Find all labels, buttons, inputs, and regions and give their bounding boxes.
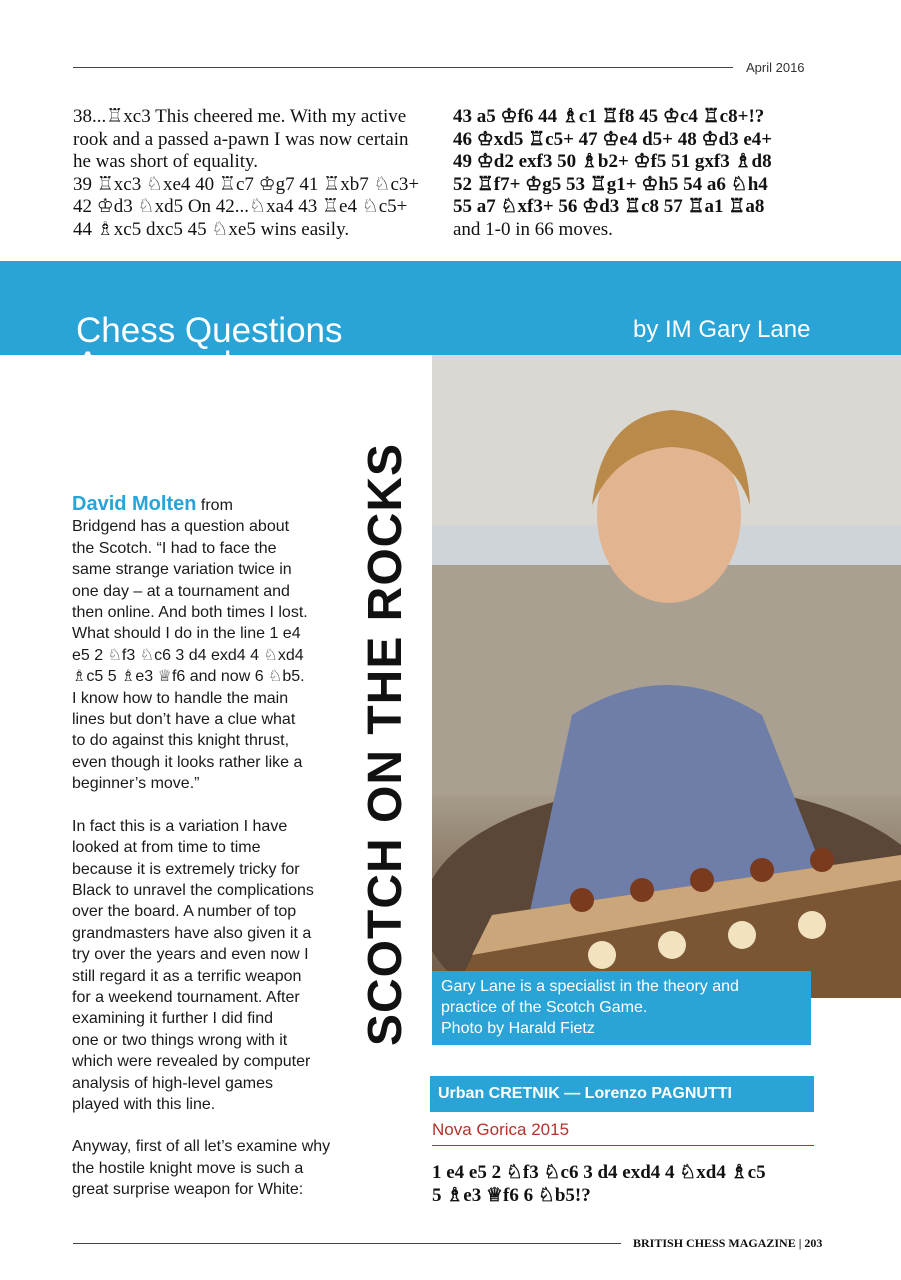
footer-rule <box>73 1243 621 1244</box>
moves-line: 1 e4 e5 2 ♘f3 ♘c6 3 d4 exd4 4 ♘xd4 ♗c5 <box>432 1162 766 1183</box>
header-rule <box>73 67 733 68</box>
text-line: the Scotch. “I had to face the <box>72 539 277 557</box>
text-line: and 1-0 in 66 moves. <box>453 218 613 240</box>
text-line: over the board. A number of top <box>72 903 297 921</box>
text-line: lines but don’t have a clue what <box>72 711 296 729</box>
text-line: examining it further I did find <box>72 1010 273 1028</box>
moves-line: 5 ♗e3 ♕f6 6 ♘b5!? <box>432 1184 591 1206</box>
issue-date: April 2016 <box>746 60 805 75</box>
section-title-line2: Answered <box>76 345 232 384</box>
author-photo <box>432 355 901 998</box>
caption-line: Photo by Harald Fietz <box>441 1020 595 1037</box>
text-line: he was short of equality. <box>73 151 259 173</box>
text-line: Anyway, first of all let’s examine why <box>72 1138 331 1156</box>
section-title-line1: Chess Questions <box>76 311 343 350</box>
text-line: grandmasters have also given it a <box>72 924 312 942</box>
game-venue: Nova Gorica 2015 <box>432 1120 570 1139</box>
text-line: played with this line. <box>72 1095 216 1113</box>
venue-divider <box>432 1145 814 1146</box>
text-line: 38...♖xc3 This cheered me. With my active <box>73 106 407 127</box>
text-line: rook and a passed a-pawn I was now certain <box>73 128 409 150</box>
caption-line: Gary Lane is a specialist in the theory and <box>441 978 739 995</box>
section-author: by IM Gary Lane <box>633 316 811 343</box>
asker-name: David Molten <box>72 493 197 515</box>
text-line: 44 ♗xc5 dxc5 45 ♘xe5 wins easily. <box>73 218 350 240</box>
text-line: 55 a7 ♘xf3+ 56 ♔d3 ♖c8 57 ♖a1 ♖a8 <box>453 196 765 218</box>
text-line: 39 ♖xc3 ♘xe4 40 ♖c7 ♔g7 41 ♖xb7 ♘c3+ <box>73 173 420 195</box>
text-line: What should I do in the line 1 e4 <box>72 625 301 643</box>
text-line: ♗c5 5 ♗e3 ♕f6 and now 6 ♘b5. <box>72 668 305 686</box>
text-line: e5 2 ♘f3 ♘c6 3 d4 exd4 4 ♘xd4 <box>72 646 304 664</box>
text-line: for a weekend tournament. After <box>72 988 300 1006</box>
text-line: still regard it as a terrific weapon <box>72 967 302 985</box>
game-moves <box>432 1162 822 1207</box>
text-line: one or two things wrong with it <box>72 1031 288 1049</box>
previous-game-text-right <box>453 106 823 242</box>
text-line: to do against this knight thrust, <box>72 732 290 750</box>
text-line: from <box>200 497 233 514</box>
text-line: beginner’s move.” <box>72 775 200 793</box>
caption-line: practice of the Scotch Game. <box>441 999 648 1016</box>
text-line: I know how to handle the main <box>72 689 289 707</box>
game-players-bar: Urban CRETNIK — Lorenzo PAGNUTTI <box>430 1076 814 1112</box>
closing-paragraph <box>72 1136 352 1200</box>
reader-question <box>72 494 352 1222</box>
question-paragraph <box>72 494 352 795</box>
text-line: same strange variation twice in <box>72 561 292 579</box>
text-line: Bridgend has a question about <box>72 518 290 536</box>
text-line: In fact this is a variation I have <box>72 817 288 835</box>
text-line: even though it looks rather like a <box>72 753 303 771</box>
text-line: 52 ♖f7+ ♔g5 53 ♖g1+ ♔h5 54 a6 ♘h4 <box>453 173 768 195</box>
answer-paragraph <box>72 816 352 1116</box>
text-line: Black to unravel the complications <box>72 881 314 899</box>
text-line: one day – at a tournament and <box>72 582 290 600</box>
text-line: 49 ♔d2 exf3 50 ♗b2+ ♔f5 51 gxf3 ♗d8 <box>453 151 772 173</box>
text-line: 46 ♔xd5 ♖c5+ 47 ♔e4 d5+ 48 ♔d3 e4+ <box>453 128 773 150</box>
text-line: 43 a5 ♔f6 44 ♗c1 ♖f8 45 ♔c4 ♖c8+!? <box>453 106 765 127</box>
text-line: because it is extremely tricky for <box>72 860 300 878</box>
previous-game-text-left <box>73 106 435 242</box>
photo-illustration <box>432 355 901 998</box>
text-line: then online. And both times I lost. <box>72 604 308 622</box>
text-line: looked at from time to time <box>72 839 261 857</box>
text-line: the hostile knight move is such a <box>72 1159 304 1177</box>
magazine-footer: BRITISH CHESS MAGAZINE | 203 <box>633 1236 823 1250</box>
text-line: which were revealed by computer <box>72 1053 311 1071</box>
article-title: SCOTCH ON THE ROCKS <box>359 442 412 1046</box>
text-line: analysis of high-level games <box>72 1074 273 1092</box>
photo-caption <box>432 971 811 1045</box>
text-line: great surprise weapon for White: <box>72 1181 304 1199</box>
section-title <box>76 311 343 384</box>
text-line: try over the years and even now I <box>72 946 309 964</box>
text-line: 42 ♔d3 ♘xd5 On 42...♘xa4 43 ♖e4 ♘c5+ <box>73 196 408 218</box>
